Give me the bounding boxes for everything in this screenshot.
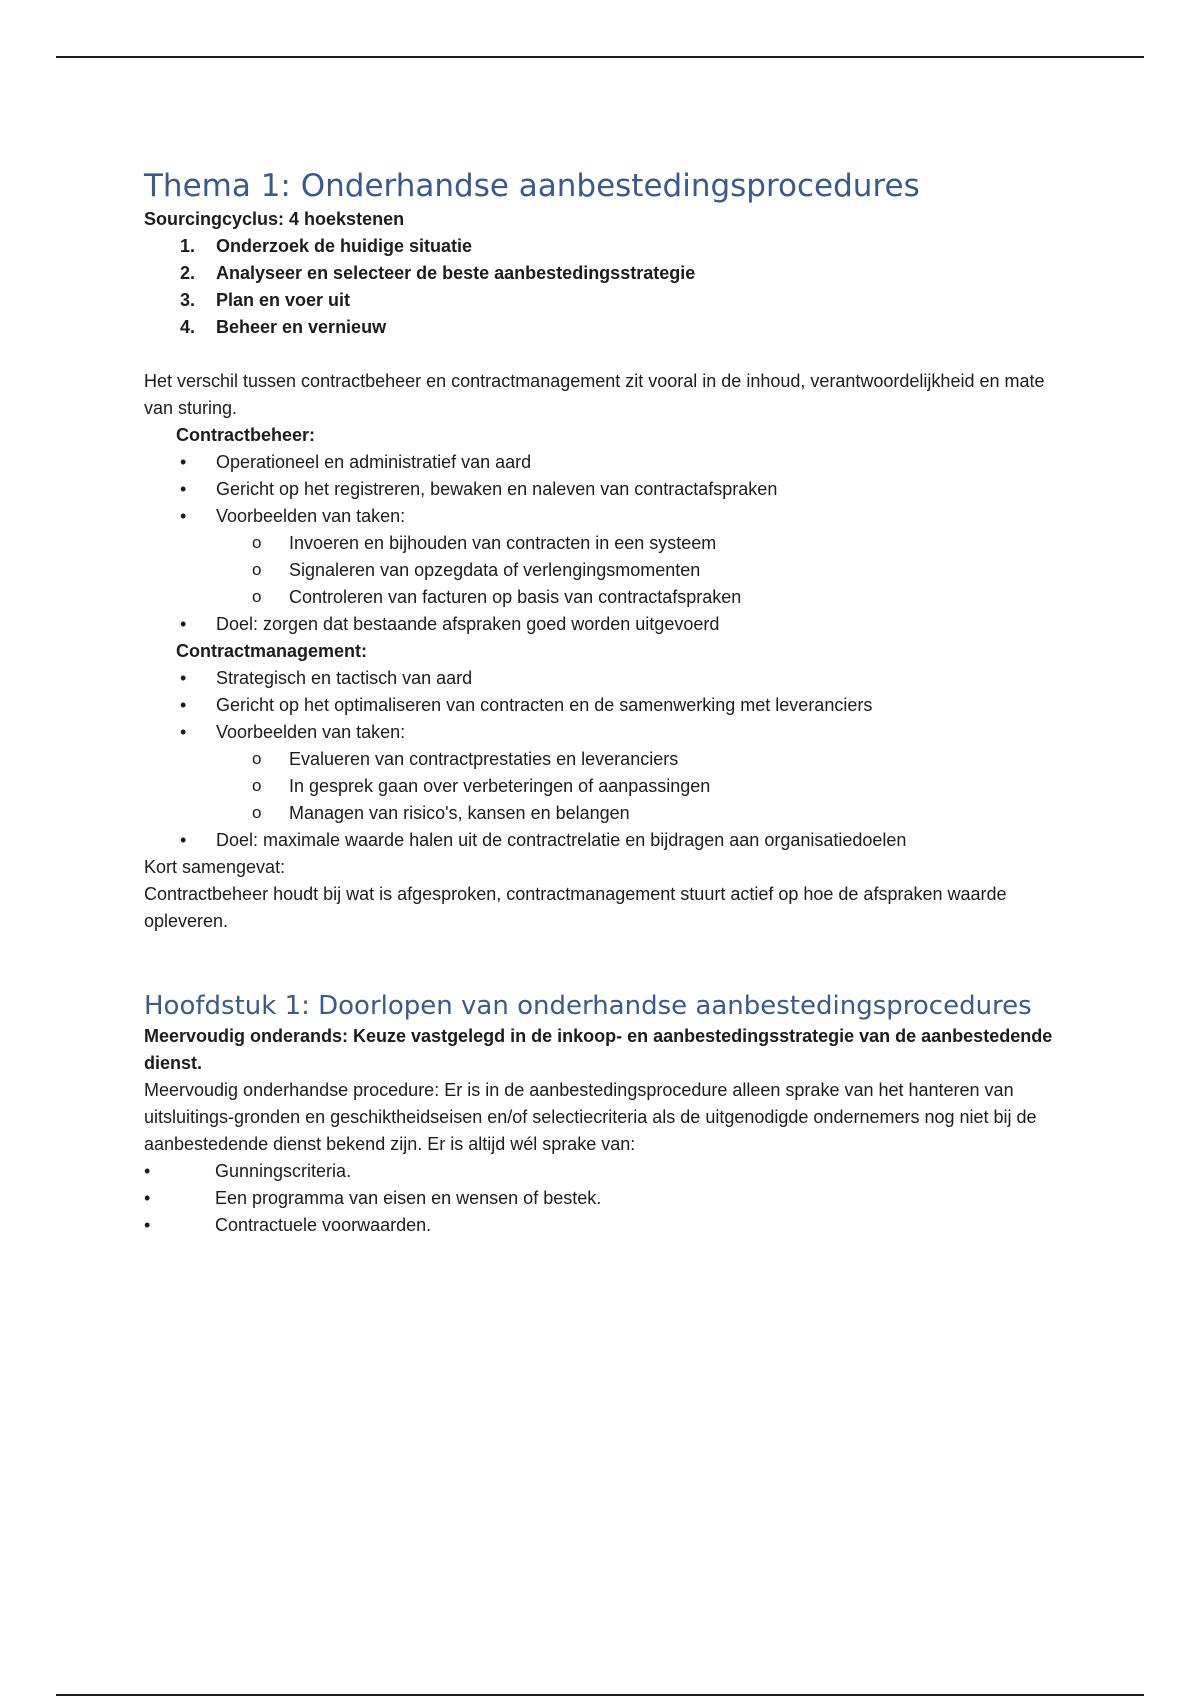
sub-list-item: o Managen van risico's, kansen en belangen: [252, 803, 630, 823]
contractbeheer-task-list: [144, 530, 1064, 611]
list-item: • Doel: zorgen dat bestaande afspraken goed worden uitgevoerd: [180, 614, 720, 634]
sourcing-steps-list: [144, 233, 1064, 341]
summary-text: Contractbeheer houdt bij wat is afgesproken, contractmanagement stuurt actief op hoe de afspraken waarde opleveren.: [144, 884, 1007, 931]
list-item: • Doel: maximale waarde halen uit de contractrelatie en bijdragen aan organisatiedoelen: [180, 830, 907, 850]
contractmanagement-list: [144, 665, 1064, 746]
document-body: [144, 166, 1064, 1239]
contractbeheer-title: Contractbeheer:: [176, 425, 316, 445]
meervoudig-definition: Meervoudig onderands: Keuze vastgelegd in de inkoop- en aanbestedingsstrategie van de aanbestedende dienst.: [144, 1026, 1053, 1073]
meervoudig-procedure-text: Meervoudig onderhandse procedure: Er is in de aanbestedingsprocedure alleen sprake van het hanteren van uitsluitings-gronden en geschiktheidseisen en/of selectiecriteria als de uitgenodigde ondernemers nog niet bij de aanbestedende dienst bekend zijn. Er is altijd wél sprake van:: [144, 1080, 1037, 1154]
contractbeheer-list: [144, 449, 1064, 530]
sourcing-step: 3. Plan en voer uit: [180, 290, 351, 310]
sourcing-step: 1. Onderzoek de huidige situatie: [180, 236, 473, 256]
header-rule: [56, 56, 1144, 58]
list-item: • Voorbeelden van taken:: [180, 506, 406, 526]
footer-rule: [56, 1694, 1144, 1696]
requirements-list: [144, 1158, 1064, 1239]
list-item: • Voorbeelden van taken:: [180, 722, 406, 742]
list-item: • Contractuele voorwaarden.: [144, 1215, 432, 1235]
list-item: • Strategisch en tactisch van aard: [180, 668, 473, 688]
summary-label: Kort samengevat:: [144, 857, 286, 877]
sub-list-item: o Invoeren en bijhouden van contracten in een systeem: [252, 533, 717, 553]
sourcing-title: Sourcingcyclus: 4 hoekstenen: [144, 209, 405, 229]
sub-list-item: o In gesprek gaan over verbeteringen of aanpassingen: [252, 776, 711, 796]
list-item: • Gunningscriteria.: [144, 1161, 352, 1181]
sourcing-step: 4. Beheer en vernieuw: [180, 317, 387, 337]
sub-list-item: o Evalueren van contractprestaties en leveranciers: [252, 749, 679, 769]
intro-paragraph: Het verschil tussen contractbeheer en contractmanagement zit vooral in de inhoud, verantwoordelijkheid en mate van sturing.: [144, 371, 1045, 418]
list-item: • Operationeel en administratief van aard: [180, 452, 532, 472]
sub-list-item: o Controleren van facturen op basis van contractafspraken: [252, 587, 742, 607]
chapter-heading: Hoofdstuk 1: Doorlopen van onderhandse aanbestedingsprocedures: [144, 991, 1032, 1021]
contractmanagement-title: Contractmanagement:: [176, 641, 368, 661]
sub-list-item: o Signaleren van opzegdata of verlengingsmomenten: [252, 560, 701, 580]
contractmanagement-goal-list: [144, 827, 1064, 854]
contractmanagement-task-list: [144, 746, 1064, 827]
theme-heading: Thema 1: Onderhandse aanbestedingsprocedures: [144, 168, 920, 204]
list-item: • Gericht op het optimaliseren van contracten en de samenwerking met leveranciers: [180, 695, 873, 715]
list-item: • Een programma van eisen en wensen of bestek.: [144, 1188, 602, 1208]
contractbeheer-goal-list: [144, 611, 1064, 638]
sourcing-step: 2. Analyseer en selecteer de beste aanbestedingsstrategie: [180, 263, 696, 283]
list-item: • Gericht op het registreren, bewaken en naleven van contractafspraken: [180, 479, 778, 499]
